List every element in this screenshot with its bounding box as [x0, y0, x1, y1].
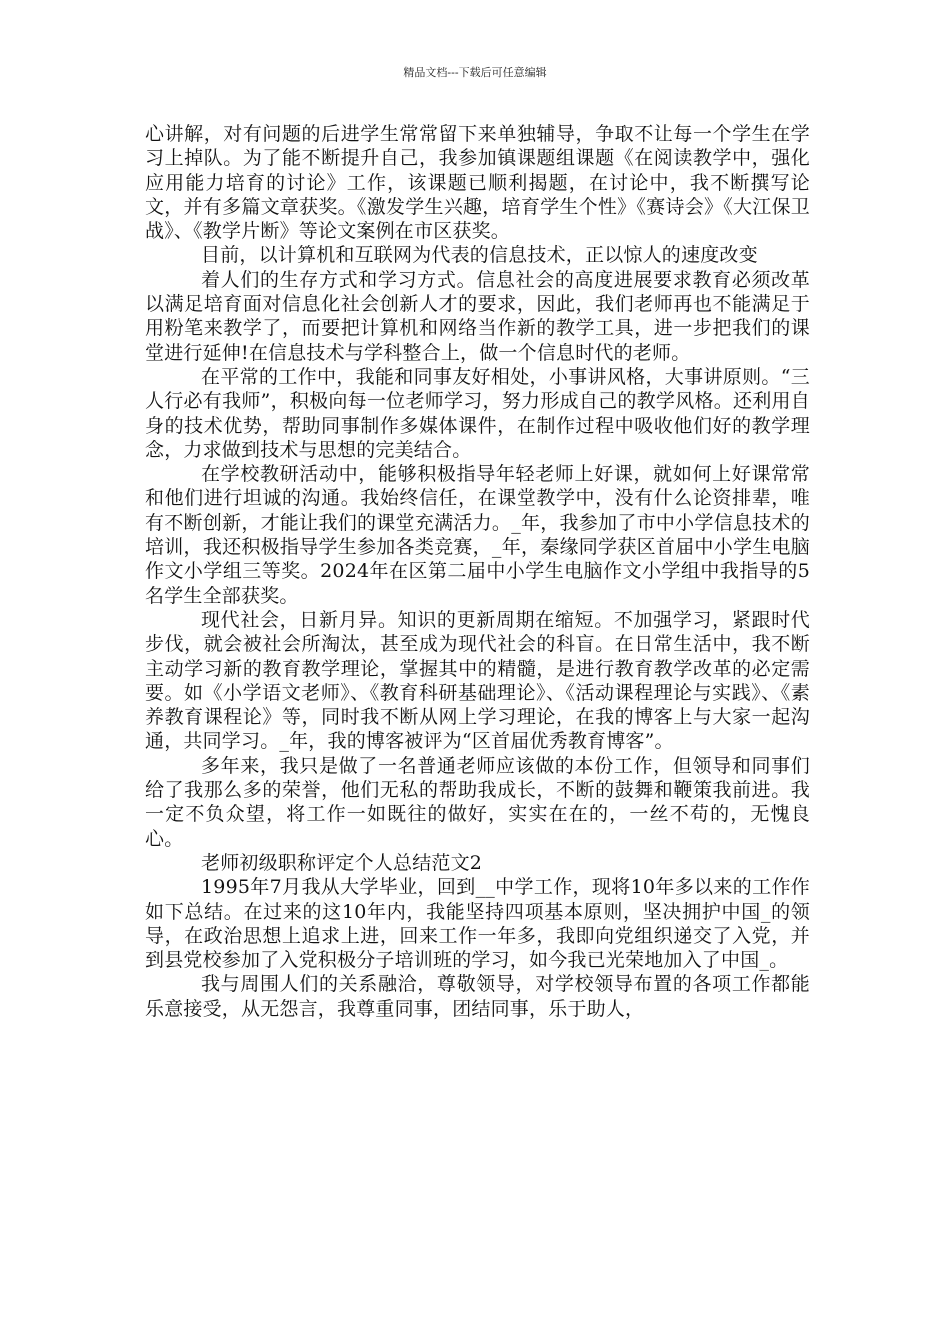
paragraph: 在平常的工作中，我能和同事友好相处，小事讲风格，大事讲原则。“三人行必有我师”，积极向每一位老师学习，努力形成自己的教学风格。还利用自身的技术优势，帮助同事制作多媒体课件，在制作过程中吸收他们好的教学理念，力求做到技术与思想的完美结合。: [145, 365, 810, 461]
page-header: 精品文档---下载后可任意编辑: [403, 66, 547, 79]
paragraph: 我与周围人们的关系融洽，尊敬领导，对学校领导布置的各项工作都能乐意接受，从无怨言，我尊重同事，团结同事，乐于助人，: [145, 973, 810, 1020]
paragraph: 目前，以计算机和互联网为代表的信息技术，正以惊人的速度改变: [201, 244, 758, 267]
paragraph: 多年来，我只是做了一名普通老师应该做的本份工作，但领导和同事们给了我那么多的荣誉，他们无私的帮助我成长，不断的鼓舞和鞭策我前进。我一定不负众望，将工作一如既往的做好，实实在在的，一丝不苟的，无愧良心。: [145, 754, 810, 850]
paragraph: 1995年7月我从大学毕业，回到__中学工作，现将10年多以来的工作作如下总结。在过来的这10年内，我能坚持四项基本原则，坚决拥护中国_的领导，在政治思想上追求上进，回来工作一年多，我即向党组织递交了入党，并到县党校参加了入党积极分子培训班的学习，如今我已光荣地加入了中国_。: [145, 876, 810, 972]
paragraph: 现代社会，日新月异。知识的更新周期在缩短。不加强学习，紧跟时代步伐，就会被社会所淘汰，甚至成为现代社会的科盲。在日常生活中，我不断主动学习新的教育教学理论，掌握其中的精髓，是进行教育教学改革的必定需要。如《小学语文老师》、《教育科研基础理论》、《活动课程理论与实践》、《素养教育课程论》等，同时我不断从网上学习理论，在我的博客上与大家一起沟通，共同学习。_年，我的博客被评为“区首届优秀教育博客”。: [145, 608, 810, 753]
section-heading: 老师初级职称评定个人总结范文2: [201, 851, 483, 874]
paragraph: 在学校教研活动中，能够积极指导年轻老师上好课，就如何上好课常常和他们进行坦诚的沟通。我始终信任，在课堂教学中，没有什么论资排辈，唯有不断创新，才能让我们的课堂充满活力。_年，我参加了市中小学信息技术的培训，我还积极指导学生参加各类竞赛，_年，秦缘同学获区首届中小学生电脑作文小学组三等奖。2024年在区第二届中小学生电脑作文小学组中我指导的5名学生全部获奖。: [145, 463, 810, 607]
paragraph: 着人们的生存方式和学习方式。信息社会的高度进展要求教育必须改革以满足培育面对信息化社会创新人才的要求，因此，我们老师再也不能满足于用粉笔来教学了，而要把计算机和网络当作新的教学工具，进一步把我们的课堂进行延伸!在信息技术与学科整合上，做一个信息时代的老师。: [145, 268, 810, 364]
paragraph: 心讲解，对有问题的后进学生常常留下来单独辅导，争取不让每一个学生在学习上掉队。为了能不断提升自己，我参加镇课题组课题《在阅读教学中，强化应用能力培育的讨论》工作，该课题已顺利揭题，在讨论中，我不断撰写论文，并有多篇文章获奖。《激发学生兴趣，培育学生个性》《赛诗会》《大江保卫战》、《教学片断》等论文案例在市区获奖。: [145, 123, 810, 243]
document-body: [145, 122, 810, 1021]
